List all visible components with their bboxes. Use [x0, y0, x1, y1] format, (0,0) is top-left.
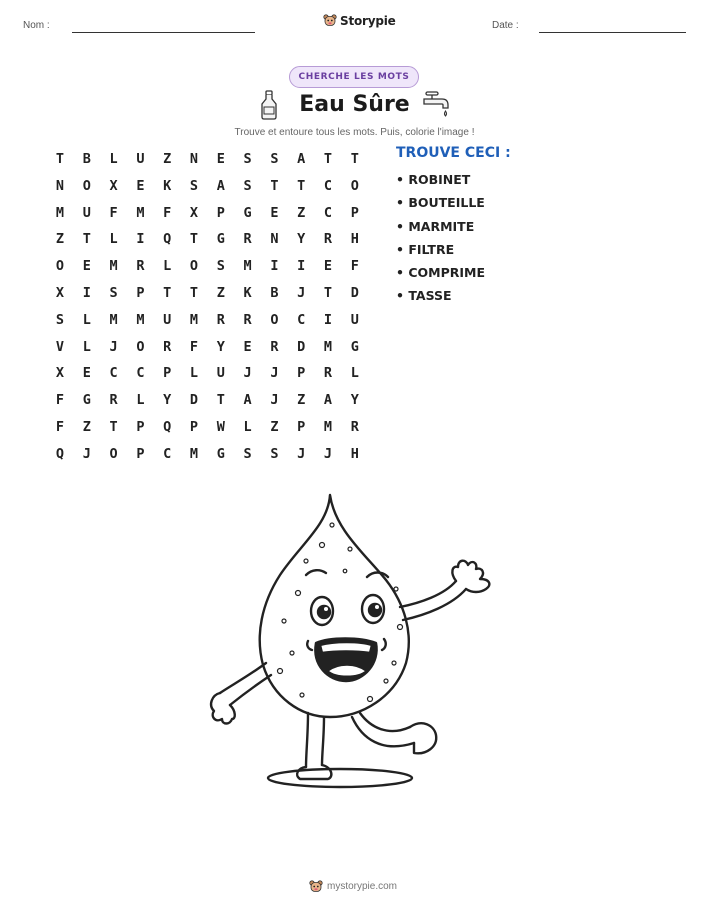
grid-letter[interactable]: L [243, 419, 252, 435]
grid-letter[interactable]: N [189, 151, 199, 167]
grid-letter[interactable]: R [243, 311, 252, 328]
grid-letter[interactable]: E [243, 338, 252, 355]
grid-letter[interactable]: K [163, 177, 172, 194]
grid-letter[interactable]: P [163, 365, 172, 382]
word-item: • ROBINET [396, 172, 471, 187]
grid-letter[interactable]: T [270, 177, 279, 194]
grid-letter[interactable]: C [163, 445, 172, 462]
grid-letter[interactable]: W [216, 419, 225, 435]
grid-letter[interactable]: D [189, 392, 199, 409]
grid-letter[interactable]: I [82, 285, 91, 301]
grid-letter[interactable]: T [55, 151, 65, 167]
grid-letter[interactable]: Y [163, 392, 172, 409]
category-badge: CHERCHE LES MOTS [289, 66, 419, 88]
grid-letter[interactable]: C [136, 365, 145, 382]
grid-letter[interactable]: S [243, 445, 252, 462]
word-item: • TASSE [396, 288, 452, 304]
grid-letter[interactable]: U [136, 151, 145, 167]
grid-letter[interactable]: I [297, 258, 306, 275]
grid-letter[interactable]: A [297, 151, 306, 167]
grid-letter[interactable]: R [270, 338, 279, 355]
grid-letter[interactable]: K [243, 285, 252, 301]
grid-letter[interactable]: Z [297, 392, 306, 409]
brand-name: Storypie [340, 13, 396, 28]
grid-letter[interactable]: H [350, 231, 359, 248]
grid-letter[interactable]: M [323, 419, 333, 435]
word-list [396, 172, 485, 312]
grid-letter[interactable]: D [350, 285, 359, 301]
grid-letter[interactable]: C [323, 204, 333, 221]
grid-letter[interactable]: S [189, 177, 199, 194]
grid-letter[interactable]: E [323, 258, 333, 275]
faucet-icon [422, 90, 452, 120]
footer [309, 879, 397, 894]
grid-letter[interactable]: Q [55, 445, 65, 462]
grid-letter[interactable]: M [109, 258, 118, 275]
grid-letter[interactable]: R [323, 231, 333, 248]
date-label: Date : [492, 20, 519, 31]
word-item: • COMPRIME [396, 265, 485, 281]
grid-letter[interactable]: J [243, 365, 252, 382]
grid-letter[interactable]: T [323, 151, 333, 167]
water-drop-character-coloring-icon [200, 485, 510, 795]
page-title: Eau Sûre [299, 92, 410, 117]
grid-letter[interactable]: O [350, 177, 359, 194]
grid-letter[interactable]: A [243, 392, 252, 409]
grid-letter[interactable]: Z [297, 204, 306, 221]
grid-letter[interactable]: T [350, 151, 359, 167]
grid-letter[interactable]: D [297, 338, 306, 355]
grid-letter[interactable]: L [82, 338, 91, 355]
grid-letter[interactable]: J [270, 365, 279, 382]
grid-letter[interactable]: E [82, 365, 91, 382]
grid-letter[interactable]: Y [216, 338, 225, 355]
grid-letter[interactable]: P [136, 285, 145, 301]
grid-letter[interactable]: A [323, 392, 333, 409]
grid-letter[interactable]: J [323, 445, 333, 462]
grid-letter[interactable]: O [136, 338, 145, 355]
grid-letter[interactable]: S [109, 285, 118, 301]
name-label: Nom : [23, 20, 50, 31]
grid-letter[interactable]: R [243, 231, 252, 248]
grid-letter[interactable]: G [82, 392, 91, 409]
grid-letter[interactable]: J [82, 445, 91, 462]
grid-letter[interactable]: R [350, 419, 359, 435]
grid-letter[interactable]: M [323, 338, 333, 355]
word-item: • MARMITE [396, 218, 475, 234]
grid-letter[interactable]: Z [163, 151, 172, 167]
grid-letter[interactable]: N [55, 177, 65, 194]
grid-letter[interactable]: F [109, 204, 118, 221]
grid-letter[interactable]: R [216, 311, 225, 328]
grid-letter[interactable]: B [270, 285, 279, 301]
grid-letter[interactable]: T [216, 392, 225, 409]
word-item: • FILTRE [396, 241, 455, 257]
grid-letter[interactable]: J [270, 392, 279, 409]
grid-letter[interactable]: O [109, 445, 118, 462]
grid-letter[interactable]: E [82, 258, 91, 275]
grid-letter[interactable]: J [297, 445, 306, 462]
grid-letter[interactable]: Z [216, 285, 225, 301]
grid-letter[interactable]: Y [297, 231, 306, 248]
grid-letter[interactable]: R [136, 258, 145, 275]
grid-letter[interactable]: R [163, 338, 172, 355]
grid-letter[interactable]: F [163, 204, 172, 221]
grid-letter[interactable]: L [189, 365, 199, 382]
grid-letter[interactable]: T [109, 419, 118, 435]
grid-letter[interactable]: O [189, 258, 199, 275]
grid-letter[interactable]: P [136, 445, 145, 462]
grid-letter[interactable]: T [189, 285, 199, 301]
grid-letter[interactable]: Q [163, 231, 172, 248]
word-list-title: TROUVE CECI : [396, 145, 511, 161]
grid-letter[interactable]: F [55, 419, 65, 435]
grid-letter[interactable]: G [350, 338, 359, 355]
grid-letter[interactable]: H [350, 445, 359, 462]
grid-letter[interactable]: M [136, 311, 145, 328]
name-field-line[interactable] [72, 32, 255, 33]
grid-letter[interactable]: T [189, 231, 199, 248]
grid-letter[interactable]: U [216, 365, 225, 382]
grid-letter[interactable]: Q [163, 419, 172, 435]
grid-letter[interactable]: P [216, 204, 225, 221]
grid-letter[interactable]: Z [270, 419, 279, 435]
grid-letter[interactable]: R [323, 365, 333, 382]
grid-letter[interactable]: P [136, 419, 145, 435]
grid-letter[interactable]: T [163, 285, 172, 301]
grid-letter[interactable]: S [55, 311, 65, 328]
grid-letter[interactable]: M [243, 258, 252, 275]
grid-letter[interactable]: R [109, 392, 118, 409]
grid-letter[interactable]: M [136, 204, 145, 221]
grid-letter[interactable]: I [323, 311, 333, 328]
grid-letter[interactable]: M [189, 311, 199, 328]
grid-letter[interactable]: X [109, 177, 118, 194]
grid-letter[interactable]: Z [55, 231, 65, 248]
footer-url[interactable]: mystorypie.com [327, 881, 398, 892]
grid-letter[interactable]: I [270, 258, 279, 275]
grid-letter[interactable]: F [189, 338, 199, 355]
grid-letter[interactable]: A [216, 177, 225, 194]
grid-letter[interactable]: V [55, 338, 65, 355]
grid-letter[interactable]: E [270, 204, 279, 221]
word-item: • BOUTEILLE [396, 195, 485, 211]
grid-letter[interactable]: L [109, 231, 118, 248]
grid-letter[interactable]: L [82, 311, 91, 328]
grid-letter[interactable]: G [243, 204, 252, 221]
grid-letter[interactable]: E [216, 151, 225, 167]
grid-letter[interactable]: P [297, 419, 306, 435]
grid-letter[interactable]: L [163, 258, 172, 275]
grid-letter[interactable]: T [297, 177, 306, 194]
grid-letter[interactable]: P [350, 204, 359, 221]
storypie-logo-icon [309, 879, 323, 894]
grid-letter[interactable]: L [109, 151, 118, 167]
grid-letter[interactable]: Y [350, 392, 359, 409]
grid-letter[interactable]: G [216, 231, 225, 248]
grid-letter[interactable]: X [55, 285, 65, 301]
grid-letter[interactable]: U [163, 311, 172, 328]
grid-letter[interactable]: F [350, 258, 359, 275]
grid-letter[interactable]: S [270, 151, 279, 167]
grid-letter[interactable]: M [189, 445, 199, 462]
grid-letter[interactable]: C [109, 365, 118, 382]
grid-letter[interactable]: S [270, 445, 279, 462]
grid-letter[interactable]: O [270, 311, 279, 328]
grid-letter[interactable]: T [323, 285, 333, 301]
grid-letter[interactable]: G [216, 445, 225, 462]
grid-letter[interactable]: X [55, 365, 65, 382]
grid-letter[interactable]: M [55, 204, 65, 221]
grid-letter[interactable]: U [82, 204, 91, 221]
grid-letter[interactable]: S [243, 151, 252, 167]
grid-letter[interactable]: I [136, 231, 145, 248]
grid-letter[interactable]: P [297, 365, 306, 382]
grid-letter[interactable]: S [216, 258, 225, 275]
grid-letter[interactable]: S [243, 177, 252, 194]
grid-letter[interactable]: U [350, 311, 359, 328]
grid-letter[interactable]: C [323, 177, 333, 194]
grid-letter[interactable]: M [109, 311, 118, 328]
date-field-line[interactable] [539, 32, 686, 33]
grid-letter[interactable]: L [350, 365, 359, 382]
grid-letter[interactable]: O [55, 258, 65, 275]
grid-letter[interactable]: N [270, 231, 279, 248]
grid-letter[interactable]: F [55, 392, 65, 409]
grid-letter[interactable]: Z [82, 419, 91, 435]
grid-letter[interactable]: L [136, 392, 145, 409]
instructions: Trouve et entoure tous les mots. Puis, colorie l'image ! [234, 127, 475, 138]
storypie-logo-icon [323, 13, 337, 28]
grid-letter[interactable]: E [136, 177, 145, 194]
grid-letter[interactable]: J [297, 285, 306, 301]
grid-letter[interactable]: X [189, 204, 199, 221]
grid-letter[interactable]: O [82, 177, 91, 194]
grid-letter[interactable]: B [82, 151, 91, 167]
grid-letter[interactable]: T [82, 231, 91, 248]
grid-letter[interactable]: P [189, 419, 199, 435]
grid-letter[interactable]: C [297, 311, 306, 328]
brand-logo [323, 13, 396, 28]
grid-letter[interactable]: J [109, 338, 118, 355]
